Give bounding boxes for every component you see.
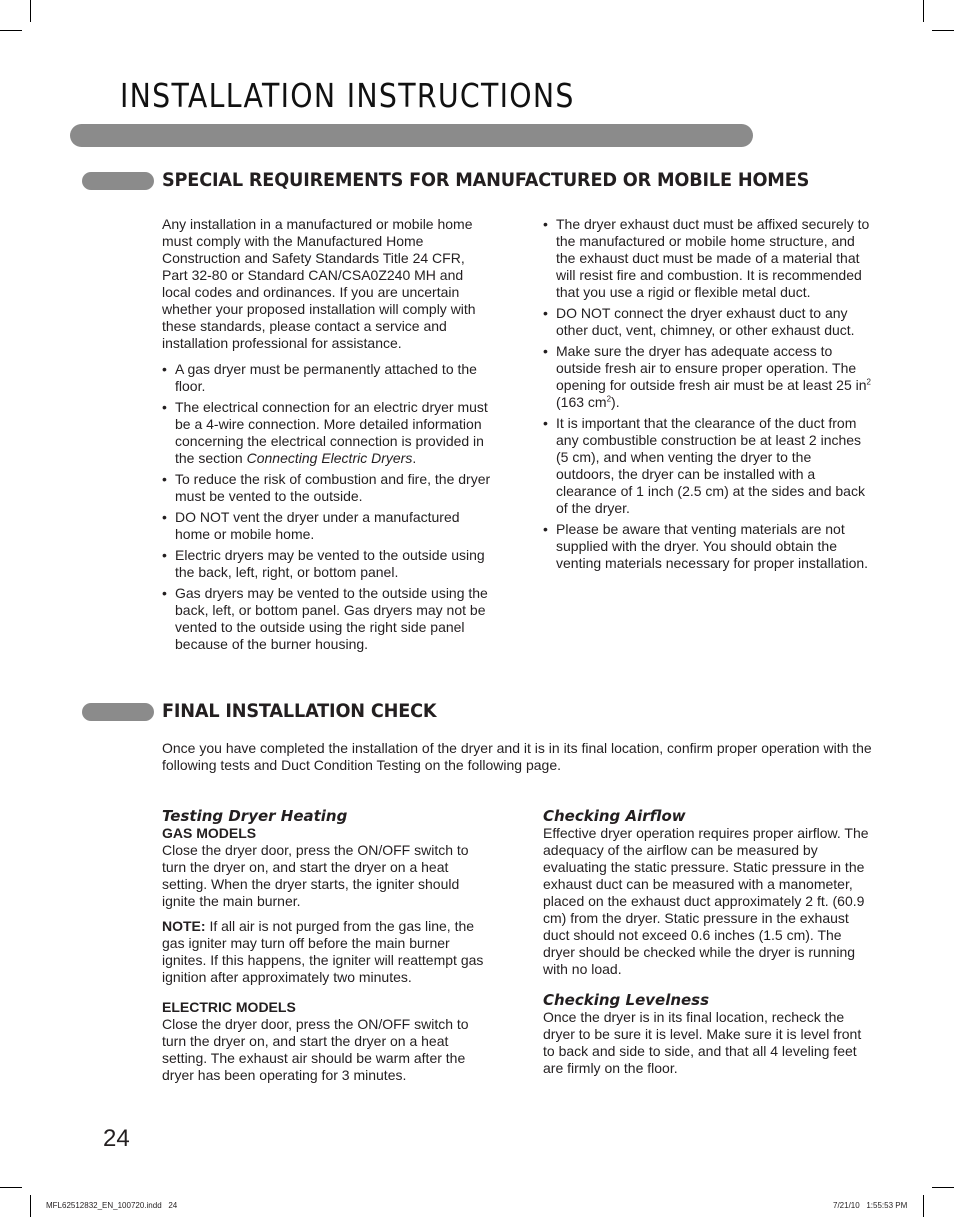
footer-timestamp: 7/21/10 1:55:53 PM	[833, 1201, 908, 1210]
section-heading-final-check: FINAL INSTALLATION CHECK	[162, 700, 437, 722]
section-marker	[82, 172, 154, 190]
crop-mark	[923, 1195, 924, 1217]
list-item: • A gas dryer must be permanently attached to the floor.	[162, 361, 492, 395]
subheading-checking-levelness: Checking Levelness	[543, 991, 710, 1009]
section-marker	[82, 703, 154, 721]
electric-models-text: Close the dryer door, press the ON/OFF switch to turn the dryer on, and start the dryer on a heat setting. The exhaust air should be warm after the dryer has been operating for 3 minutes.	[162, 1016, 469, 1083]
list-item: • Please be aware that venting materials are not supplied with the dryer. You should obtain the venting materials necessary for proper installation.	[543, 521, 873, 572]
levelness-text: Once the dryer is in its final location, recheck the dryer to be sure it is level. Make sure it is level front to back and side to side, and that all 4 leveling feet are firmly on the floor.	[543, 1009, 862, 1076]
subheading-checking-airflow: Checking Airflow	[543, 807, 686, 825]
list-item: • Electric dryers may be vented to the outside using the back, left, right, or bottom panel.	[162, 547, 492, 581]
footer-file-info: MFL62512832_EN_100720.indd 24	[46, 1201, 178, 1210]
gas-models-label: GAS MODELS	[162, 825, 257, 841]
page-title: INSTALLATION INSTRUCTIONS	[120, 76, 575, 115]
mobile-homes-intro: Any installation in a manufactured or mobile home must comply with the Manufactured Home Construction and Safety Standards Title 24 CFR, Part 32-80 or Standard CAN/CSA0Z240 MH and local codes and ordinances. If you are uncertain whether your proposed installation will comply with these standards, please contact a service and installation professional for assistance.	[162, 216, 476, 351]
mobile-homes-left-column	[162, 216, 492, 657]
subheading-testing-heating: Testing Dryer Heating	[162, 807, 348, 825]
crop-mark	[0, 30, 22, 31]
crop-mark	[30, 0, 31, 22]
header-bar	[70, 124, 753, 147]
list-item: • DO NOT connect the dryer exhaust duct to any other duct, vent, chimney, or other exhaust duct.	[543, 305, 873, 339]
list-item: • DO NOT vent the dryer under a manufactured home or mobile home.	[162, 509, 492, 543]
gas-note: NOTE: If all air is not purged from the gas line, the gas igniter may turn off before the main burner ignites. If this happens, the igniter will reattempt gas ignition after approximately two minutes.	[162, 918, 484, 985]
airflow-text: Effective dryer operation requires proper airflow. The adequacy of the airflow can be measured by evaluating the static pressure. Static pressure in the exhaust duct can be measured with a manometer, placed on the exhaust duct approximately 2 ft. (60.9 cm) from the dryer. Static pressure in the exhaust duct should not exceed 0.6 inches (1.5 cm). The dryer should be checked while the dryer is running with no load.	[543, 825, 869, 977]
page-number: 24	[103, 1125, 130, 1152]
checks-column	[543, 808, 873, 1077]
crop-mark	[932, 1187, 954, 1188]
section-heading-mobile-homes: SPECIAL REQUIREMENTS FOR MANUFACTURED OR MOBILE HOMES	[162, 169, 810, 191]
list-item: • The electrical connection for an electric dryer must be a 4-wire connection. More detailed information concerning the electrical connection is provided in the section Connecting Electric Dryers.	[162, 399, 492, 467]
mobile-homes-right-column	[543, 216, 873, 576]
final-check-intro: Once you have completed the installation of the dryer and it is in its final location, confirm proper operation with the following tests and Duct Condition Testing on the following page.	[162, 740, 872, 773]
list-item: • It is important that the clearance of the duct from any combustible construction be at least 2 inches (5 cm), and when venting the dryer to the outdoors, the dryer can be installed with a clearance of 1 inch (2.5 cm) at the sides and back of the dryer.	[543, 415, 873, 517]
gas-models-text: Close the dryer door, press the ON/OFF switch to turn the dryer on, and start the dryer on a heat setting. When the dryer starts, the igniter should ignite the main burner.	[162, 842, 469, 909]
crop-mark	[30, 1195, 31, 1217]
list-item: • The dryer exhaust duct must be affixed securely to the manufactured or mobile home structure, and the exhaust duct must be made of a material that will resist fire and combustion. It is recommended that you use a rigid or flexible metal duct.	[543, 216, 873, 301]
mobile-homes-right-list	[543, 216, 873, 572]
list-item: • Make sure the dryer has adequate access to outside fresh air to ensure proper operation. The opening for outside fresh air must be at least 25 $in^2$ (163 $cm^2$).	[543, 343, 873, 411]
crop-mark	[923, 0, 924, 22]
list-item: • Gas dryers may be vented to the outside using the back, left, or bottom panel. Gas dryers may not be vented to the outside using the right side panel because of the burner housing.	[162, 585, 492, 653]
electric-models-label: ELECTRIC MODELS	[162, 999, 296, 1015]
mobile-homes-left-list	[162, 361, 492, 653]
testing-heating-column	[162, 808, 492, 1084]
crop-mark	[932, 30, 954, 31]
crop-mark	[0, 1187, 22, 1188]
list-item: • To reduce the risk of combustion and fire, the dryer must be vented to the outside.	[162, 471, 492, 505]
emphasis-text: Connecting Electric Dryers	[246, 450, 413, 466]
